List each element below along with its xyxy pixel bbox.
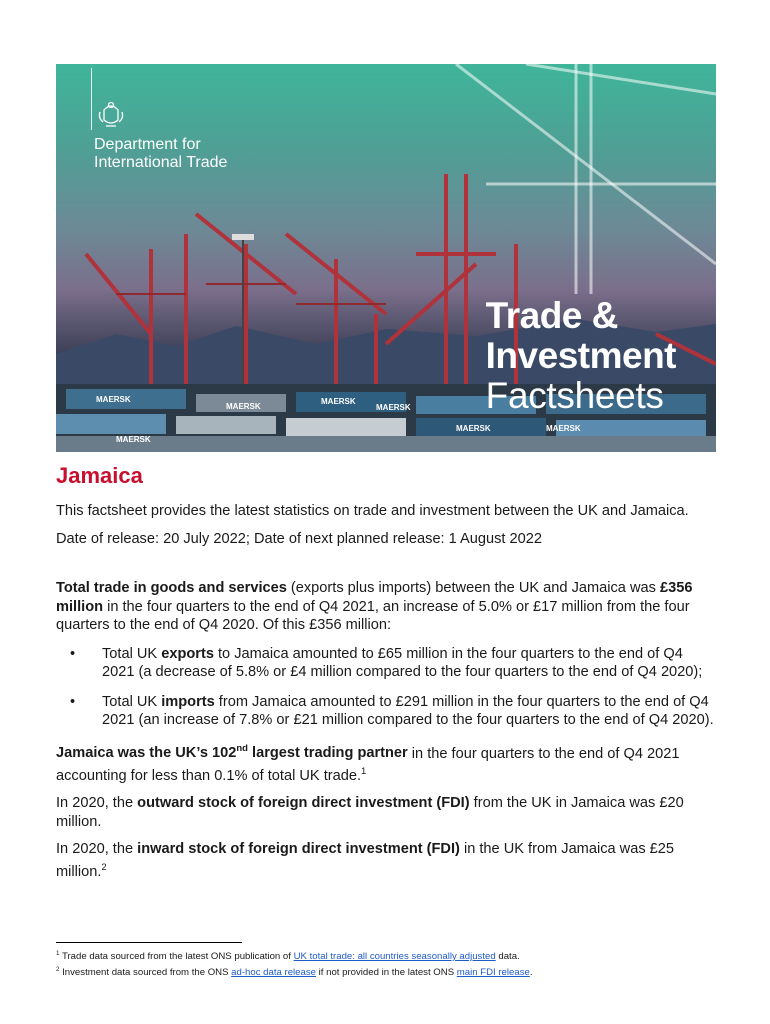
factsheet-body: [56, 462, 716, 881]
container-label: MAERSK: [116, 435, 151, 444]
department-line2: International Trade: [94, 154, 228, 171]
footnote-text: Trade data sourced from the latest ONS publication of: [59, 951, 294, 963]
container-label: MAERSK: [456, 424, 491, 433]
bullet-text: Total UK: [102, 693, 162, 710]
footnote-number: 2: [56, 966, 60, 974]
bullet-dot: •: [70, 645, 76, 662]
royal-crest-icon: [94, 98, 128, 132]
department-logo-text: [94, 136, 294, 172]
footnote-text: .: [529, 967, 533, 979]
release-date: Date of release: 20 July 2022; Date of next planned release: 1 August 2022: [56, 530, 542, 547]
total-trade-label: Total trade in goods and services: [56, 580, 287, 596]
outward-fdi-paragraph: [56, 794, 716, 831]
title-line3: Factsheets: [485, 375, 664, 416]
footnote-ref: 1: [361, 765, 367, 777]
container-label: MAERSK: [321, 397, 356, 406]
bullet-text: Total UK: [102, 645, 162, 662]
container-label: MAERSK: [226, 402, 261, 411]
footnote-text: data.: [495, 951, 520, 963]
inward-fdi-paragraph: [56, 840, 716, 881]
trade-bullets: [56, 645, 716, 730]
partner-label: largest trading partner: [247, 745, 408, 762]
footnotes: [56, 942, 716, 979]
title-line2: Investment: [485, 335, 676, 376]
outward-text: In 2020, the: [56, 795, 138, 812]
total-trade-text: (exports plus imports) between the UK and Jamaica was: [286, 580, 660, 596]
main-fdi-release-link[interactable]: main FDI release: [456, 967, 530, 979]
rank-suffix: nd: [236, 743, 248, 755]
list-item: [56, 645, 716, 682]
uk-total-trade-link[interactable]: UK total trade: all countries seasonally adjusted: [293, 951, 496, 963]
footnote-text: if not provided in the latest ONS: [315, 967, 457, 979]
partner-rank: Jamaica was the UK’s 102: [56, 745, 237, 762]
container-label: MAERSK: [376, 403, 411, 412]
footnote-divider: [56, 942, 242, 943]
outward-label: outward stock of foreign direct investment (FDI): [137, 795, 470, 812]
intro-paragraph: This factsheet provides the latest statistics on trade and investment between the UK and Jamaica.: [56, 503, 689, 519]
inward-text: in the UK from Jamaica was £25 million.: [56, 841, 675, 880]
logo-divider: [91, 68, 92, 130]
bullet-text: to Jamaica amounted to £65 million in the four quarters to the end of Q4 2021 (a decrease of 5.8% or £4 million compared to the four quarters to the end of Q4 2020);: [102, 645, 703, 680]
total-trade-value: £356 million: [56, 580, 693, 615]
title-line1: Trade &: [485, 295, 618, 336]
country-heading: Jamaica: [56, 463, 143, 488]
trading-partner-paragraph: [56, 741, 716, 786]
inward-text: In 2020, the: [56, 841, 138, 858]
footnote-1: [56, 947, 716, 963]
hero-banner: [56, 64, 716, 452]
total-trade-paragraph: [56, 579, 716, 635]
partner-text: in the four quarters to the end of Q4 2021 accounting for less than 0.1% of total UK trade.: [56, 745, 680, 784]
factsheets-title: [486, 296, 676, 416]
footnote-ref: 2: [101, 861, 107, 873]
bullet-dot: •: [70, 693, 76, 710]
container-label: MAERSK: [96, 395, 131, 404]
footnote-text: Investment data sourced from the ONS: [59, 967, 232, 979]
bullet-keyword: exports: [161, 645, 214, 662]
container-label: MAERSK: [546, 424, 581, 433]
inward-label: inward stock of foreign direct investment (FDI): [137, 841, 460, 858]
bullet-keyword: imports: [161, 693, 215, 710]
ad-hoc-data-link[interactable]: ad-hoc data release: [231, 967, 316, 979]
list-item: [56, 693, 716, 730]
outward-text: from the UK in Jamaica was £20 million.: [56, 795, 684, 830]
department-line1: Department for: [94, 136, 201, 153]
footnote-number: 1: [56, 950, 60, 957]
total-trade-text: in the four quarters to the end of Q4 2021, an increase of 5.0% or £17 million from the four quarters to the end of Q4 2020. Of this £356 million:: [56, 598, 690, 633]
footnote-2: [56, 963, 716, 979]
bullet-text: from Jamaica amounted to £291 million in the four quarters to the end of Q4 2021 (an increase of 7.8% or £21 million compared to the four quarters to the end of Q4 2020).: [102, 693, 714, 728]
